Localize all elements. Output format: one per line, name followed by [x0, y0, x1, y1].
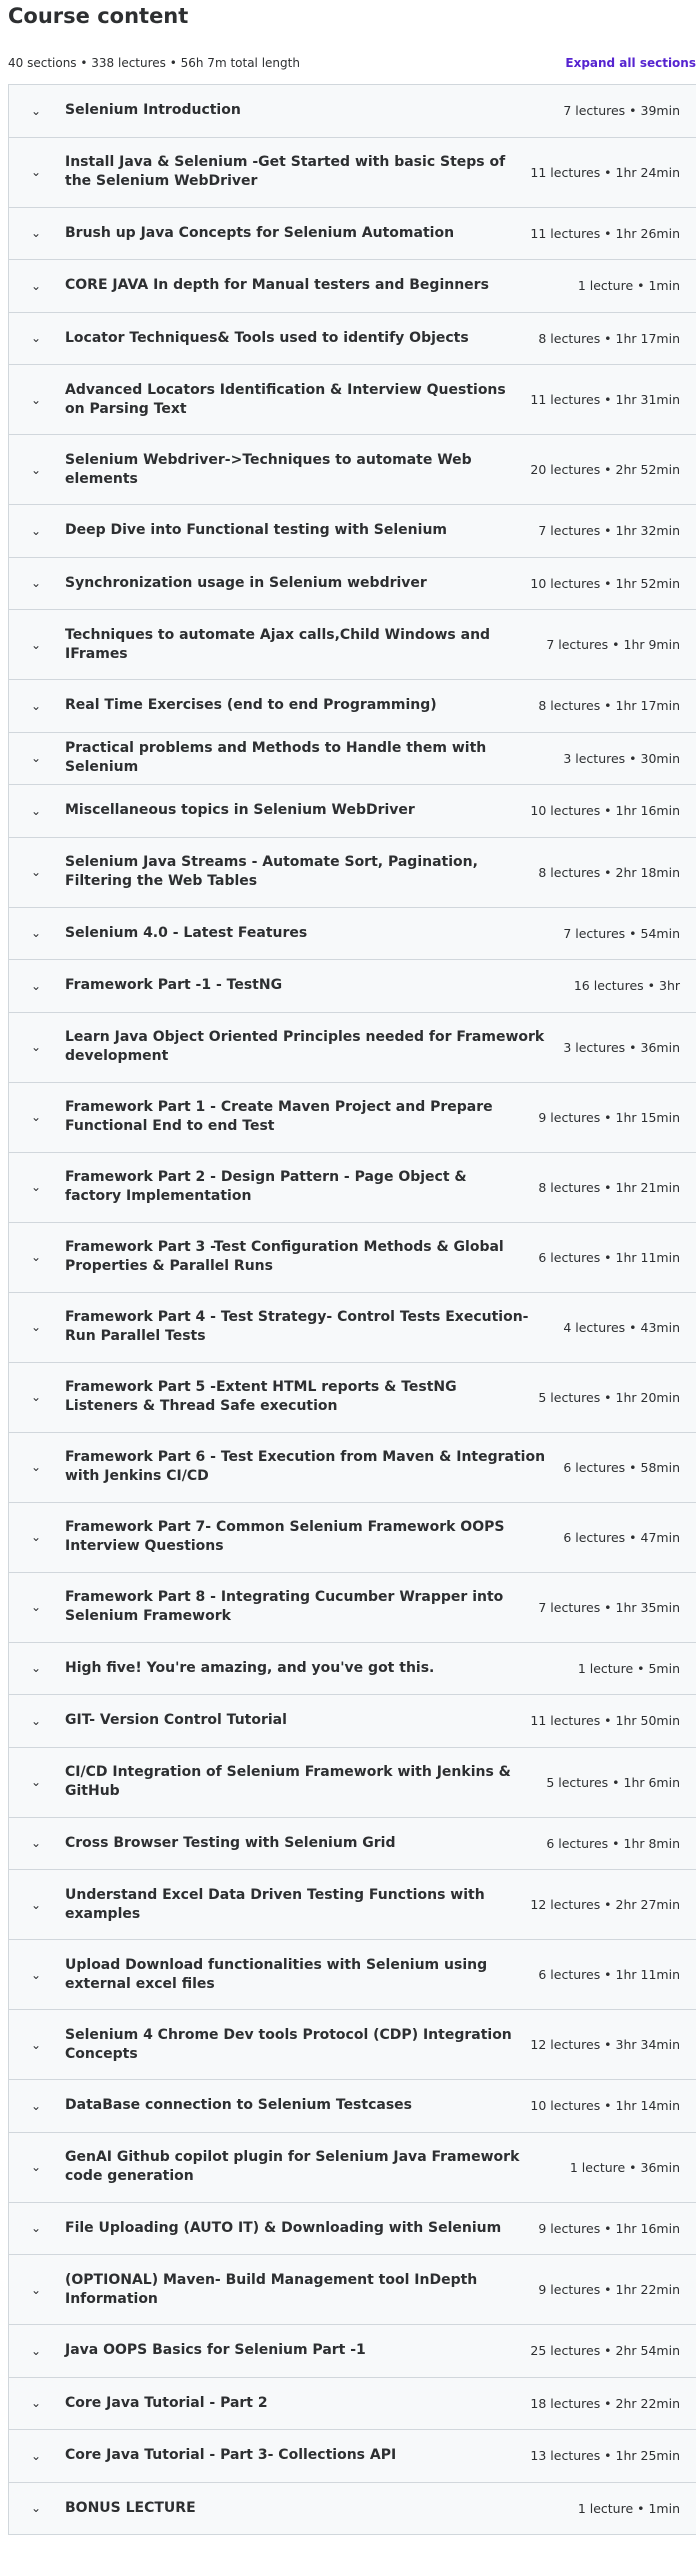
section-row[interactable]: [8, 610, 696, 680]
section-row[interactable]: [8, 1748, 696, 1818]
section-list: [8, 84, 696, 2535]
section-lecture-info: 6 lectures • 47min: [563, 1529, 680, 1545]
section-title: File Uploading (AUTO IT) & Downloading with Selenium: [65, 2219, 502, 2236]
section-title: GenAI Github copilot plugin for Selenium Java Framework code generation: [65, 2149, 520, 2184]
section-title: Core Java Tutorial - Part 2: [65, 2394, 268, 2411]
section-lecture-info: 8 lectures • 1hr 21min: [538, 1179, 680, 1195]
chevron-down-icon: ⌄: [31, 1600, 42, 1614]
section-row[interactable]: [8, 785, 696, 838]
section-lecture-info: 16 lectures • 3hr: [573, 978, 680, 994]
chevron-down-icon: ⌄: [31, 751, 42, 766]
page-title: Course content: [8, 4, 189, 28]
chevron-down-icon: ⌄: [31, 2098, 42, 2113]
section-title: Framework Part 6 - Test Execution from Maven & Integration with Jenkins CI/CD: [65, 1449, 546, 1484]
chevron-down-icon: ⌄: [31, 462, 42, 477]
section-lecture-info: 6 lectures • 1hr 11min: [538, 1967, 680, 1982]
section-title: Understand Excel Data Driven Testing Functions with examples: [65, 1886, 485, 1922]
section-row[interactable]: [8, 1013, 696, 1083]
section-lecture-info: 6 lectures • 1hr 11min: [538, 1249, 680, 1265]
section-lecture-info: 7 lectures • 39min: [563, 103, 680, 119]
section-title: BONUS LECTURE: [65, 2499, 196, 2516]
section-row[interactable]: [8, 1293, 696, 1363]
section-row[interactable]: [8, 1083, 696, 1153]
chevron-down-icon: ⌄: [31, 1775, 42, 1789]
section-row[interactable]: [8, 435, 696, 505]
chevron-down-icon: ⌄: [31, 1250, 42, 1264]
section-row[interactable]: [8, 908, 696, 961]
chevron-down-icon: ⌄: [31, 1320, 42, 1334]
section-title: Learn Java Object Oriented Principles needed for Framework development: [65, 1029, 545, 1064]
section-row[interactable]: [8, 960, 696, 1013]
section-row[interactable]: [8, 2430, 696, 2483]
chevron-down-icon: ⌄: [31, 637, 42, 652]
section-row[interactable]: [8, 2255, 696, 2325]
chevron-down-icon: ⌄: [31, 392, 42, 407]
chevron-down-icon: ⌄: [31, 1897, 42, 1912]
chevron-down-icon: ⌄: [31, 865, 42, 879]
section-lecture-info: 4 lectures • 43min: [563, 1319, 680, 1335]
section-lecture-info: 18 lectures • 2hr 22min: [530, 2395, 680, 2411]
chevron-down-icon: ⌄: [31, 226, 42, 241]
section-title: Java OOPS Basics for Selenium Part -1: [65, 2342, 366, 2359]
section-row[interactable]: [8, 1573, 696, 1643]
section-lecture-info: 1 lecture • 36min: [569, 2159, 680, 2175]
chevron-down-icon: ⌄: [31, 2282, 42, 2297]
chevron-down-icon: ⌄: [31, 1180, 42, 1194]
section-lecture-info: 10 lectures • 1hr 52min: [530, 575, 680, 591]
section-row[interactable]: [8, 365, 696, 435]
chevron-down-icon: ⌄: [31, 978, 42, 993]
section-row[interactable]: [8, 1643, 696, 1696]
section-row[interactable]: [8, 313, 696, 366]
section-lecture-info: 12 lectures • 3hr 34min: [530, 2037, 680, 2052]
chevron-down-icon: ⌄: [31, 2501, 42, 2516]
section-lecture-info: 5 lectures • 1hr 6min: [546, 1774, 680, 1790]
section-lecture-info: 11 lectures • 1hr 31min: [530, 392, 680, 407]
section-lecture-info: 9 lectures • 1hr 16min: [538, 2220, 680, 2236]
section-title: DataBase connection to Selenium Testcases: [65, 2097, 412, 2114]
section-row[interactable]: [8, 1940, 696, 2010]
chevron-down-icon: ⌄: [31, 2396, 42, 2411]
section-row[interactable]: [8, 1503, 696, 1573]
section-title: Selenium Java Streams - Automate Sort, Pagination, Filtering the Web Tables: [65, 854, 478, 889]
section-row[interactable]: [8, 208, 696, 261]
section-lecture-info: 1 lecture • 1min: [577, 2500, 680, 2516]
section-lecture-info: 1 lecture • 1min: [577, 278, 680, 294]
section-title: Core Java Tutorial - Part 3- Collections API: [65, 2447, 397, 2464]
chevron-down-icon: ⌄: [31, 1661, 42, 1676]
section-title: Selenium 4 Chrome Dev tools Protocol (CDP) Integration Concepts: [65, 2026, 512, 2062]
section-row[interactable]: [8, 260, 696, 313]
section-title: Real Time Exercises (end to end Programming): [65, 697, 437, 714]
section-lecture-info: 8 lectures • 2hr 18min: [538, 864, 680, 880]
section-row[interactable]: [8, 1153, 696, 1223]
section-title: Practical problems and Methods to Handle them with Selenium: [65, 740, 487, 776]
section-row[interactable]: [8, 505, 696, 558]
chevron-down-icon: ⌄: [31, 103, 42, 118]
section-title: Framework Part 1 - Create Maven Project and Prepare Functional End to end Test: [65, 1099, 493, 1134]
section-title: Framework Part 7- Common Selenium Framework OOPS Interview Questions: [65, 1519, 505, 1554]
section-lecture-info: 25 lectures • 2hr 54min: [530, 2343, 680, 2359]
section-lecture-info: 3 lectures • 36min: [563, 1039, 680, 1055]
section-row[interactable]: [8, 680, 696, 733]
section-title: Deep Dive into Functional testing with Selenium: [65, 522, 447, 539]
chevron-down-icon: ⌄: [31, 803, 42, 818]
chevron-down-icon: ⌄: [31, 1713, 42, 1728]
chevron-down-icon: ⌄: [31, 1836, 42, 1851]
chevron-down-icon: ⌄: [31, 2160, 42, 2174]
course-summary: 40 sections • 338 lectures • 56h 7m total length: [8, 56, 300, 70]
section-row[interactable]: [8, 558, 696, 611]
section-lecture-info: 11 lectures • 1hr 50min: [530, 1713, 680, 1729]
section-row[interactable]: [8, 1870, 696, 1940]
section-row[interactable]: [8, 1433, 696, 1503]
section-lecture-info: 10 lectures • 1hr 16min: [530, 803, 680, 819]
section-title: Framework Part 3 -Test Configuration Methods & Global Properties & Parallel Runs: [65, 1239, 504, 1274]
chevron-down-icon: ⌄: [31, 165, 42, 179]
section-lecture-info: 1 lecture • 5min: [577, 1660, 680, 1676]
section-title: Framework Part 2 - Design Pattern - Page Object & factory Implementation: [65, 1169, 467, 1204]
section-title: Locator Techniques& Tools used to identify Objects: [65, 329, 469, 346]
section-title: Framework Part 8 - Integrating Cucumber Wrapper into Selenium Framework: [65, 1589, 504, 1624]
chevron-down-icon: ⌄: [31, 698, 42, 713]
course-meta-row: [8, 56, 696, 80]
section-row[interactable]: [8, 733, 696, 786]
section-lecture-info: 12 lectures • 2hr 27min: [530, 1897, 680, 1912]
section-lecture-info: 8 lectures • 1hr 17min: [538, 330, 680, 346]
chevron-down-icon: ⌄: [31, 2448, 42, 2463]
chevron-down-icon: ⌄: [31, 331, 42, 346]
section-row[interactable]: [8, 2378, 696, 2431]
section-title: Selenium 4.0 - Latest Features: [65, 924, 308, 941]
section-lecture-info: 9 lectures • 1hr 15min: [538, 1109, 680, 1125]
section-title: Selenium Webdriver->Techniques to automate Web elements: [65, 451, 472, 487]
section-title: GIT- Version Control Tutorial: [65, 1712, 287, 1729]
section-row[interactable]: [8, 2010, 696, 2080]
section-lecture-info: 13 lectures • 1hr 25min: [530, 2448, 680, 2464]
section-row[interactable]: [8, 838, 696, 908]
chevron-down-icon: ⌄: [31, 2221, 42, 2236]
chevron-down-icon: ⌄: [31, 1530, 42, 1544]
section-lecture-info: 11 lectures • 1hr 26min: [530, 225, 680, 241]
section-row[interactable]: [8, 2483, 696, 2536]
chevron-down-icon: ⌄: [31, 1040, 42, 1054]
section-title: High five! You're amazing, and you've got this.: [65, 1659, 435, 1676]
section-title: Framework Part -1 - TestNG: [65, 977, 283, 994]
chevron-down-icon: ⌄: [31, 1460, 42, 1474]
section-lecture-info: 7 lectures • 1hr 9min: [546, 637, 680, 652]
section-lecture-info: 20 lectures • 2hr 52min: [530, 462, 680, 477]
chevron-down-icon: ⌄: [31, 1390, 42, 1404]
section-row[interactable]: [8, 2325, 696, 2378]
section-row[interactable]: [8, 1818, 696, 1871]
section-title: CORE JAVA In depth for Manual testers and Beginners: [65, 277, 489, 294]
section-title: Techniques to automate Ajax calls,Child Windows and IFrames: [65, 626, 491, 662]
section-row[interactable]: [8, 85, 696, 138]
section-title: Miscellaneous topics in Selenium WebDriver: [65, 802, 415, 819]
section-title: Upload Download functionalities with Selenium using external excel files: [65, 1956, 488, 1992]
chevron-down-icon: ⌄: [31, 576, 42, 591]
section-row[interactable]: [8, 138, 696, 208]
section-title: Framework Part 5 -Extent HTML reports & TestNG Listeners & Thread Safe execution: [65, 1379, 457, 1414]
section-title: Install Java & Selenium -Get Started with basic Steps of the Selenium WebDriver: [65, 154, 506, 189]
section-title: CI/CD Integration of Selenium Framework with Jenkins & GitHub: [65, 1764, 511, 1799]
section-lecture-info: 6 lectures • 1hr 8min: [546, 1835, 680, 1851]
section-lecture-info: 7 lectures • 1hr 32min: [538, 523, 680, 539]
section-row[interactable]: [8, 2133, 696, 2203]
chevron-down-icon: ⌄: [31, 1967, 42, 1982]
section-lecture-info: 5 lectures • 1hr 20min: [538, 1389, 680, 1405]
section-title: Synchronization usage in Selenium webdriver: [65, 574, 427, 591]
section-title: Advanced Locators Identification & Interview Questions on Parsing Text: [65, 381, 506, 417]
chevron-down-icon: ⌄: [31, 2343, 42, 2358]
section-lecture-info: 6 lectures • 58min: [563, 1459, 680, 1475]
chevron-down-icon: ⌄: [31, 523, 42, 538]
section-title: Selenium Introduction: [65, 102, 241, 119]
section-lecture-info: 7 lectures • 1hr 35min: [538, 1599, 680, 1615]
section-row[interactable]: [8, 1363, 696, 1433]
section-title: Framework Part 4 - Test Strategy- Control Tests Execution- Run Parallel Tests: [65, 1309, 529, 1344]
section-lecture-info: 11 lectures • 1hr 24min: [530, 164, 680, 180]
section-row[interactable]: [8, 1695, 696, 1748]
section-lecture-info: 3 lectures • 30min: [563, 750, 680, 766]
section-lecture-info: 8 lectures • 1hr 17min: [538, 698, 680, 714]
section-row[interactable]: [8, 1223, 696, 1293]
section-title: Brush up Java Concepts for Selenium Automation: [65, 224, 455, 241]
section-lecture-info: 9 lectures • 1hr 22min: [538, 2282, 680, 2297]
section-lecture-info: 7 lectures • 54min: [563, 925, 680, 941]
section-title: Cross Browser Testing with Selenium Grid: [65, 1834, 396, 1851]
section-row[interactable]: [8, 2080, 696, 2133]
chevron-down-icon: ⌄: [31, 278, 42, 293]
chevron-down-icon: ⌄: [31, 2037, 42, 2052]
section-lecture-info: 10 lectures • 1hr 14min: [530, 2098, 680, 2114]
chevron-down-icon: ⌄: [31, 926, 42, 941]
section-row[interactable]: [8, 2203, 696, 2256]
chevron-down-icon: ⌄: [31, 1110, 42, 1124]
section-title: (OPTIONAL) Maven- Build Management tool InDepth Information: [65, 2271, 478, 2307]
expand-all-sections-button[interactable]: Expand all sections: [565, 56, 696, 70]
